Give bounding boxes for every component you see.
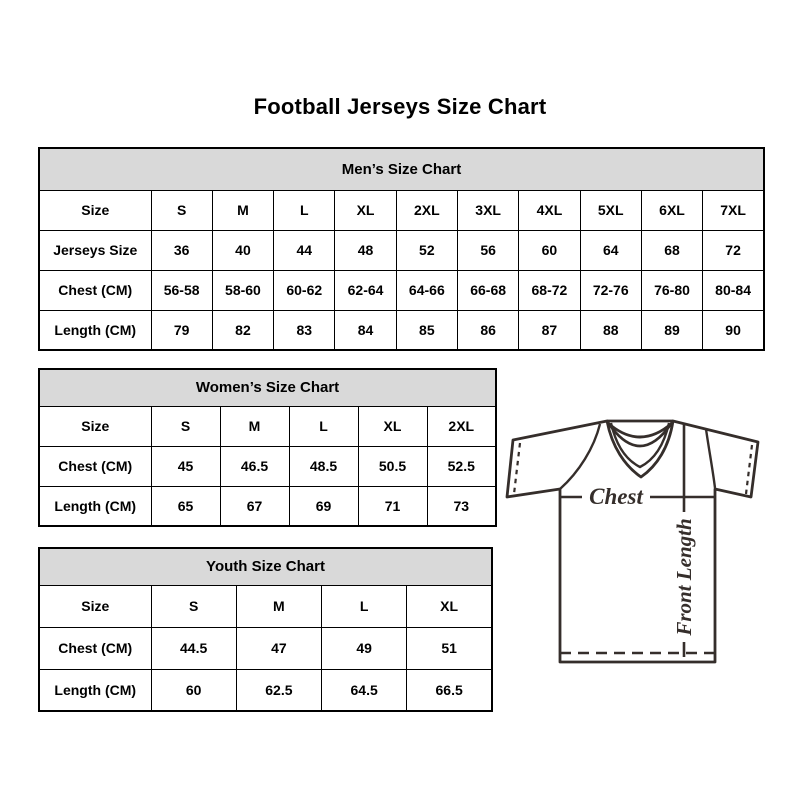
size-cell: 89 [641, 310, 702, 350]
size-cell: 48.5 [289, 446, 358, 486]
size-cell: 79 [151, 310, 212, 350]
size-cell: 46.5 [220, 446, 289, 486]
size-cell: 60 [519, 230, 580, 270]
size-cell: 2XL [396, 190, 457, 230]
row-label: Size [39, 585, 151, 627]
row-label: Length (CM) [39, 310, 151, 350]
table-row [39, 190, 764, 230]
size-cell: 49 [322, 627, 407, 669]
row-label: Jerseys Size [39, 230, 151, 270]
size-cell: S [151, 406, 220, 446]
size-cell: 64 [580, 230, 641, 270]
size-cell: 45 [151, 446, 220, 486]
size-cell: 60 [151, 669, 236, 711]
size-cell: 48 [335, 230, 396, 270]
size-cell: 87 [519, 310, 580, 350]
jersey-outline-shape [507, 421, 758, 662]
size-cell: 76-80 [641, 270, 702, 310]
table-row [39, 310, 764, 350]
size-cell: 60-62 [274, 270, 335, 310]
size-cell: 65 [151, 486, 220, 526]
size-cell: L [322, 585, 407, 627]
size-cell: 52.5 [427, 446, 496, 486]
size-cell: 71 [358, 486, 427, 526]
size-cell: 56-58 [151, 270, 212, 310]
table-title: Men’s Size Chart [39, 148, 764, 190]
size-cell: 90 [703, 310, 764, 350]
size-cell: 84 [335, 310, 396, 350]
chest-label: Chest [589, 484, 643, 509]
size-cell: 6XL [641, 190, 702, 230]
size-cell: 4XL [519, 190, 580, 230]
size-cell: 62.5 [236, 669, 321, 711]
size-cell: 44.5 [151, 627, 236, 669]
size-cell: 85 [396, 310, 457, 350]
size-cell: XL [358, 406, 427, 446]
size-cell: 40 [212, 230, 273, 270]
size-cell: M [220, 406, 289, 446]
size-cell: M [212, 190, 273, 230]
page-title: Football Jerseys Size Chart [253, 94, 547, 119]
size-cell: 5XL [580, 190, 641, 230]
size-cell: 68 [641, 230, 702, 270]
size-cell: 68-72 [519, 270, 580, 310]
youth-size-table [38, 547, 493, 712]
table-row [39, 446, 496, 486]
table-title: Women’s Size Chart [39, 369, 496, 406]
size-cell: 67 [220, 486, 289, 526]
size-cell: 52 [396, 230, 457, 270]
row-label: Chest (CM) [39, 446, 151, 486]
size-cell: M [236, 585, 321, 627]
table-row [39, 627, 492, 669]
size-cell: 51 [407, 627, 492, 669]
row-label: Chest (CM) [39, 270, 151, 310]
size-cell: 2XL [427, 406, 496, 446]
size-cell: 3XL [457, 190, 518, 230]
row-label: Length (CM) [39, 486, 151, 526]
size-cell: 7XL [703, 190, 764, 230]
size-cell: 47 [236, 627, 321, 669]
row-label: Chest (CM) [39, 627, 151, 669]
size-cell: 66.5 [407, 669, 492, 711]
size-cell: 36 [151, 230, 212, 270]
size-cell: 72 [703, 230, 764, 270]
mens-size-table [38, 147, 765, 351]
size-cell: 50.5 [358, 446, 427, 486]
table-row [39, 406, 496, 446]
table-title: Youth Size Chart [39, 548, 492, 585]
size-cell: 82 [212, 310, 273, 350]
front-length-label: Front Length [672, 518, 696, 636]
size-cell: 86 [457, 310, 518, 350]
size-cell: L [289, 406, 358, 446]
size-cell: S [151, 190, 212, 230]
row-label: Length (CM) [39, 669, 151, 711]
row-label: Size [39, 406, 151, 446]
womens-size-table [38, 368, 497, 527]
size-cell: 64-66 [396, 270, 457, 310]
size-cell: S [151, 585, 236, 627]
size-cell: 44 [274, 230, 335, 270]
size-cell: 73 [427, 486, 496, 526]
size-cell: 66-68 [457, 270, 518, 310]
size-cell: 88 [580, 310, 641, 350]
jersey-measurement-diagram [503, 398, 780, 697]
size-cell: XL [407, 585, 492, 627]
table-row [39, 486, 496, 526]
size-cell: 72-76 [580, 270, 641, 310]
size-cell: 80-84 [703, 270, 764, 310]
size-cell: 69 [289, 486, 358, 526]
size-cell: 56 [457, 230, 518, 270]
table-row [39, 585, 492, 627]
table-row [39, 230, 764, 270]
size-cell: 83 [274, 310, 335, 350]
table-row [39, 669, 492, 711]
size-cell: L [274, 190, 335, 230]
size-cell: XL [335, 190, 396, 230]
row-label: Size [39, 190, 151, 230]
table-row [39, 270, 764, 310]
size-cell: 62-64 [335, 270, 396, 310]
size-cell: 58-60 [212, 270, 273, 310]
size-cell: 64.5 [322, 669, 407, 711]
